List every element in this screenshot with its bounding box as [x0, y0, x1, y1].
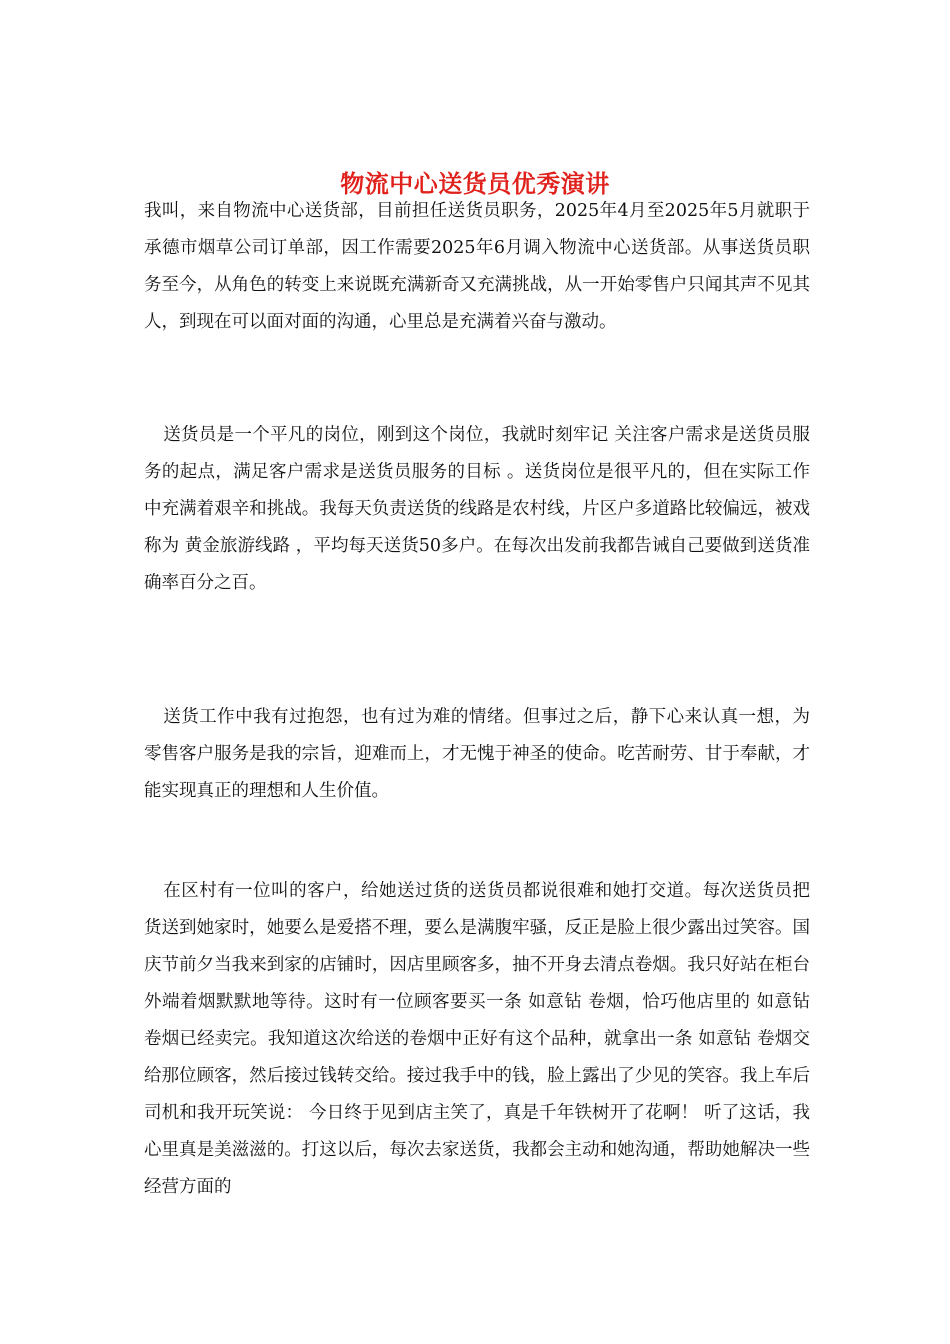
paragraph-4: 在区村有一位叫的客户，给她送过货的送货员都说很难和她打交道。每次送货员把货送到她家时，她要么是爱搭不理，要么是满腹牢骚，反正是脸上很少露出过笑容。国庆节前夕当我来到家的店铺时，因店里顾客多，抽不开身去清点卷烟。我只好站在柜台外端着烟默默地等待。这时有一位顾客要买一条 如意钻 卷烟，恰巧他店里的 如意钻 卷烟已经卖完。我知道这次给送的卷烟中正好有这个品种，就拿出一条 如意钻 卷烟交给那位顾客，然后接过钱转交给。接过我手中的钱，脸上露出了少见的笑容。我上车后司机和我开玩笑说： 今日终于见到店主笑了，真是千年铁树开了花啊！ 听了这话，我心里真是美滋滋的。打这以后，每次去家送货，我都会主动和她沟通，帮助她解决一些经营方面的 [144, 881, 810, 1197]
paragraph-3: 送货工作中我有过抱怨，也有过为难的情绪。但事过之后，静下心来认真一想，为零售客户服务是我的宗旨，迎难而上，才无愧于神圣的使命。吃苦耐劳、甘于奉献，才能实现真正的理想和人生价值。 [144, 707, 810, 801]
paragraph-1: 我叫，来自物流中心送货部，目前担任送货员职务，2025年4月至2025年5月就职于承德市烟草公司订单部，因工作需要2025年6月调入物流中心送货部。从事送货员职务至今，从角色的转变上来说既充满新奇又充满挑战，从一开始零售户只闻其声不见其人，到现在可以面对面的沟通，心里总是充满着兴奋与激动。 [144, 201, 810, 332]
document-title: 物流中心送货员优秀演讲 [340, 169, 610, 199]
paragraph-2: 送货员是一个平凡的岗位，刚到这个岗位，我就时刻牢记 关注客户需求是送货员服务的起点，满足客户需求是送货员服务的目标 。送货岗位是很平凡的，但在实际工作中充满着艰辛和挑战。我每天负责送货的线路是农村线，片区户多道路比较偏远，被戏称为 黄金旅游线路 ，平均每天送货50多户。在每次出发前我都告诫自己要做到送货准确率百分之百。 [144, 425, 810, 593]
